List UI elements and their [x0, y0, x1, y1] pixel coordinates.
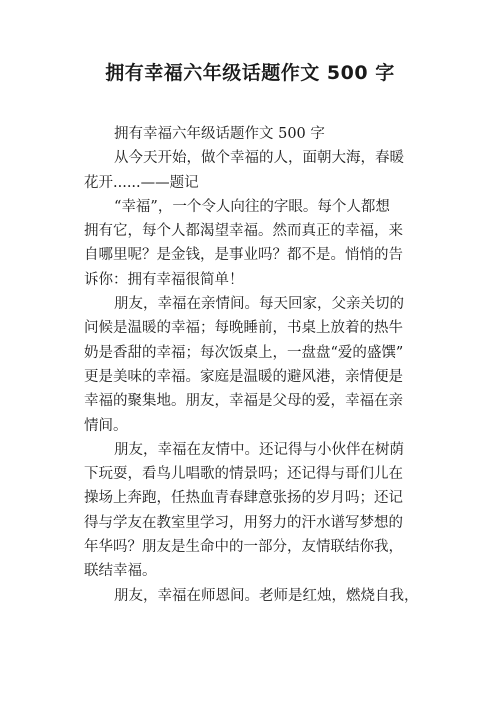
text-line: 拥有幸福六年级话题作文 500 字	[114, 126, 325, 142]
paragraph	[84, 438, 424, 584]
paragraph	[84, 122, 424, 146]
text-line: 朋友，幸福在亲情间。每天回家，父亲关切的	[114, 296, 404, 313]
text-line: “幸福”，一个令人向往的字眼。每个人都想	[114, 198, 390, 215]
paragraph	[84, 146, 424, 195]
text-line: 朋友，幸福在师恩间。老师是红烛，燃烧自我，	[114, 587, 419, 604]
document-title: 拥有幸福六年级话题作文 500 字	[105, 62, 395, 84]
text-line: 年华吗？朋友是生命中的一部分，友情联结你我，	[84, 539, 403, 556]
text-line: 朋友，幸福在友情中。还记得与小伙伴在树荫	[114, 441, 404, 458]
text-line: 联结幸福。	[84, 563, 157, 580]
text-line: 诉你：拥有幸福很简单！	[84, 271, 244, 288]
text-line: 奶是香甜的幸福；每次饭桌上，一盘盘“爱的盛馔”	[84, 344, 404, 361]
text-line: 更是美味的幸福。家庭是温暖的避风港，亲情便是	[84, 368, 403, 385]
paragraph	[84, 584, 424, 608]
text-line: 花开......——题记	[84, 174, 199, 191]
text-line: 操场上奔跑，任热血青春肆意张扬的岁月吗；还记	[84, 490, 403, 507]
text-line: 下玩耍，看鸟儿唱歌的情景吗；还记得与哥们儿在	[84, 466, 403, 483]
paragraph	[84, 292, 424, 438]
text-line: 从今天开始，做个幸福的人，面朝大海，春暖	[114, 150, 404, 167]
text-line: 得与学友在教室里学习，用努力的汗水谱写梦想的	[84, 514, 403, 531]
text-line: 情间。	[84, 417, 128, 434]
text-line: 问候是温暖的幸福；每晚睡前，书桌上放着的热牛	[84, 320, 403, 337]
text-line: 幸福的聚集地。朋友，幸福是父母的爱，幸福在亲	[84, 393, 403, 410]
paragraph	[84, 195, 424, 292]
text-line: 自哪里呢？是金钱，是事业吗？都不是。悄悄的告	[84, 247, 403, 264]
document-body	[84, 122, 424, 608]
text-line: 拥有它，每个人都渴望幸福。然而真正的幸福，来	[84, 223, 403, 240]
